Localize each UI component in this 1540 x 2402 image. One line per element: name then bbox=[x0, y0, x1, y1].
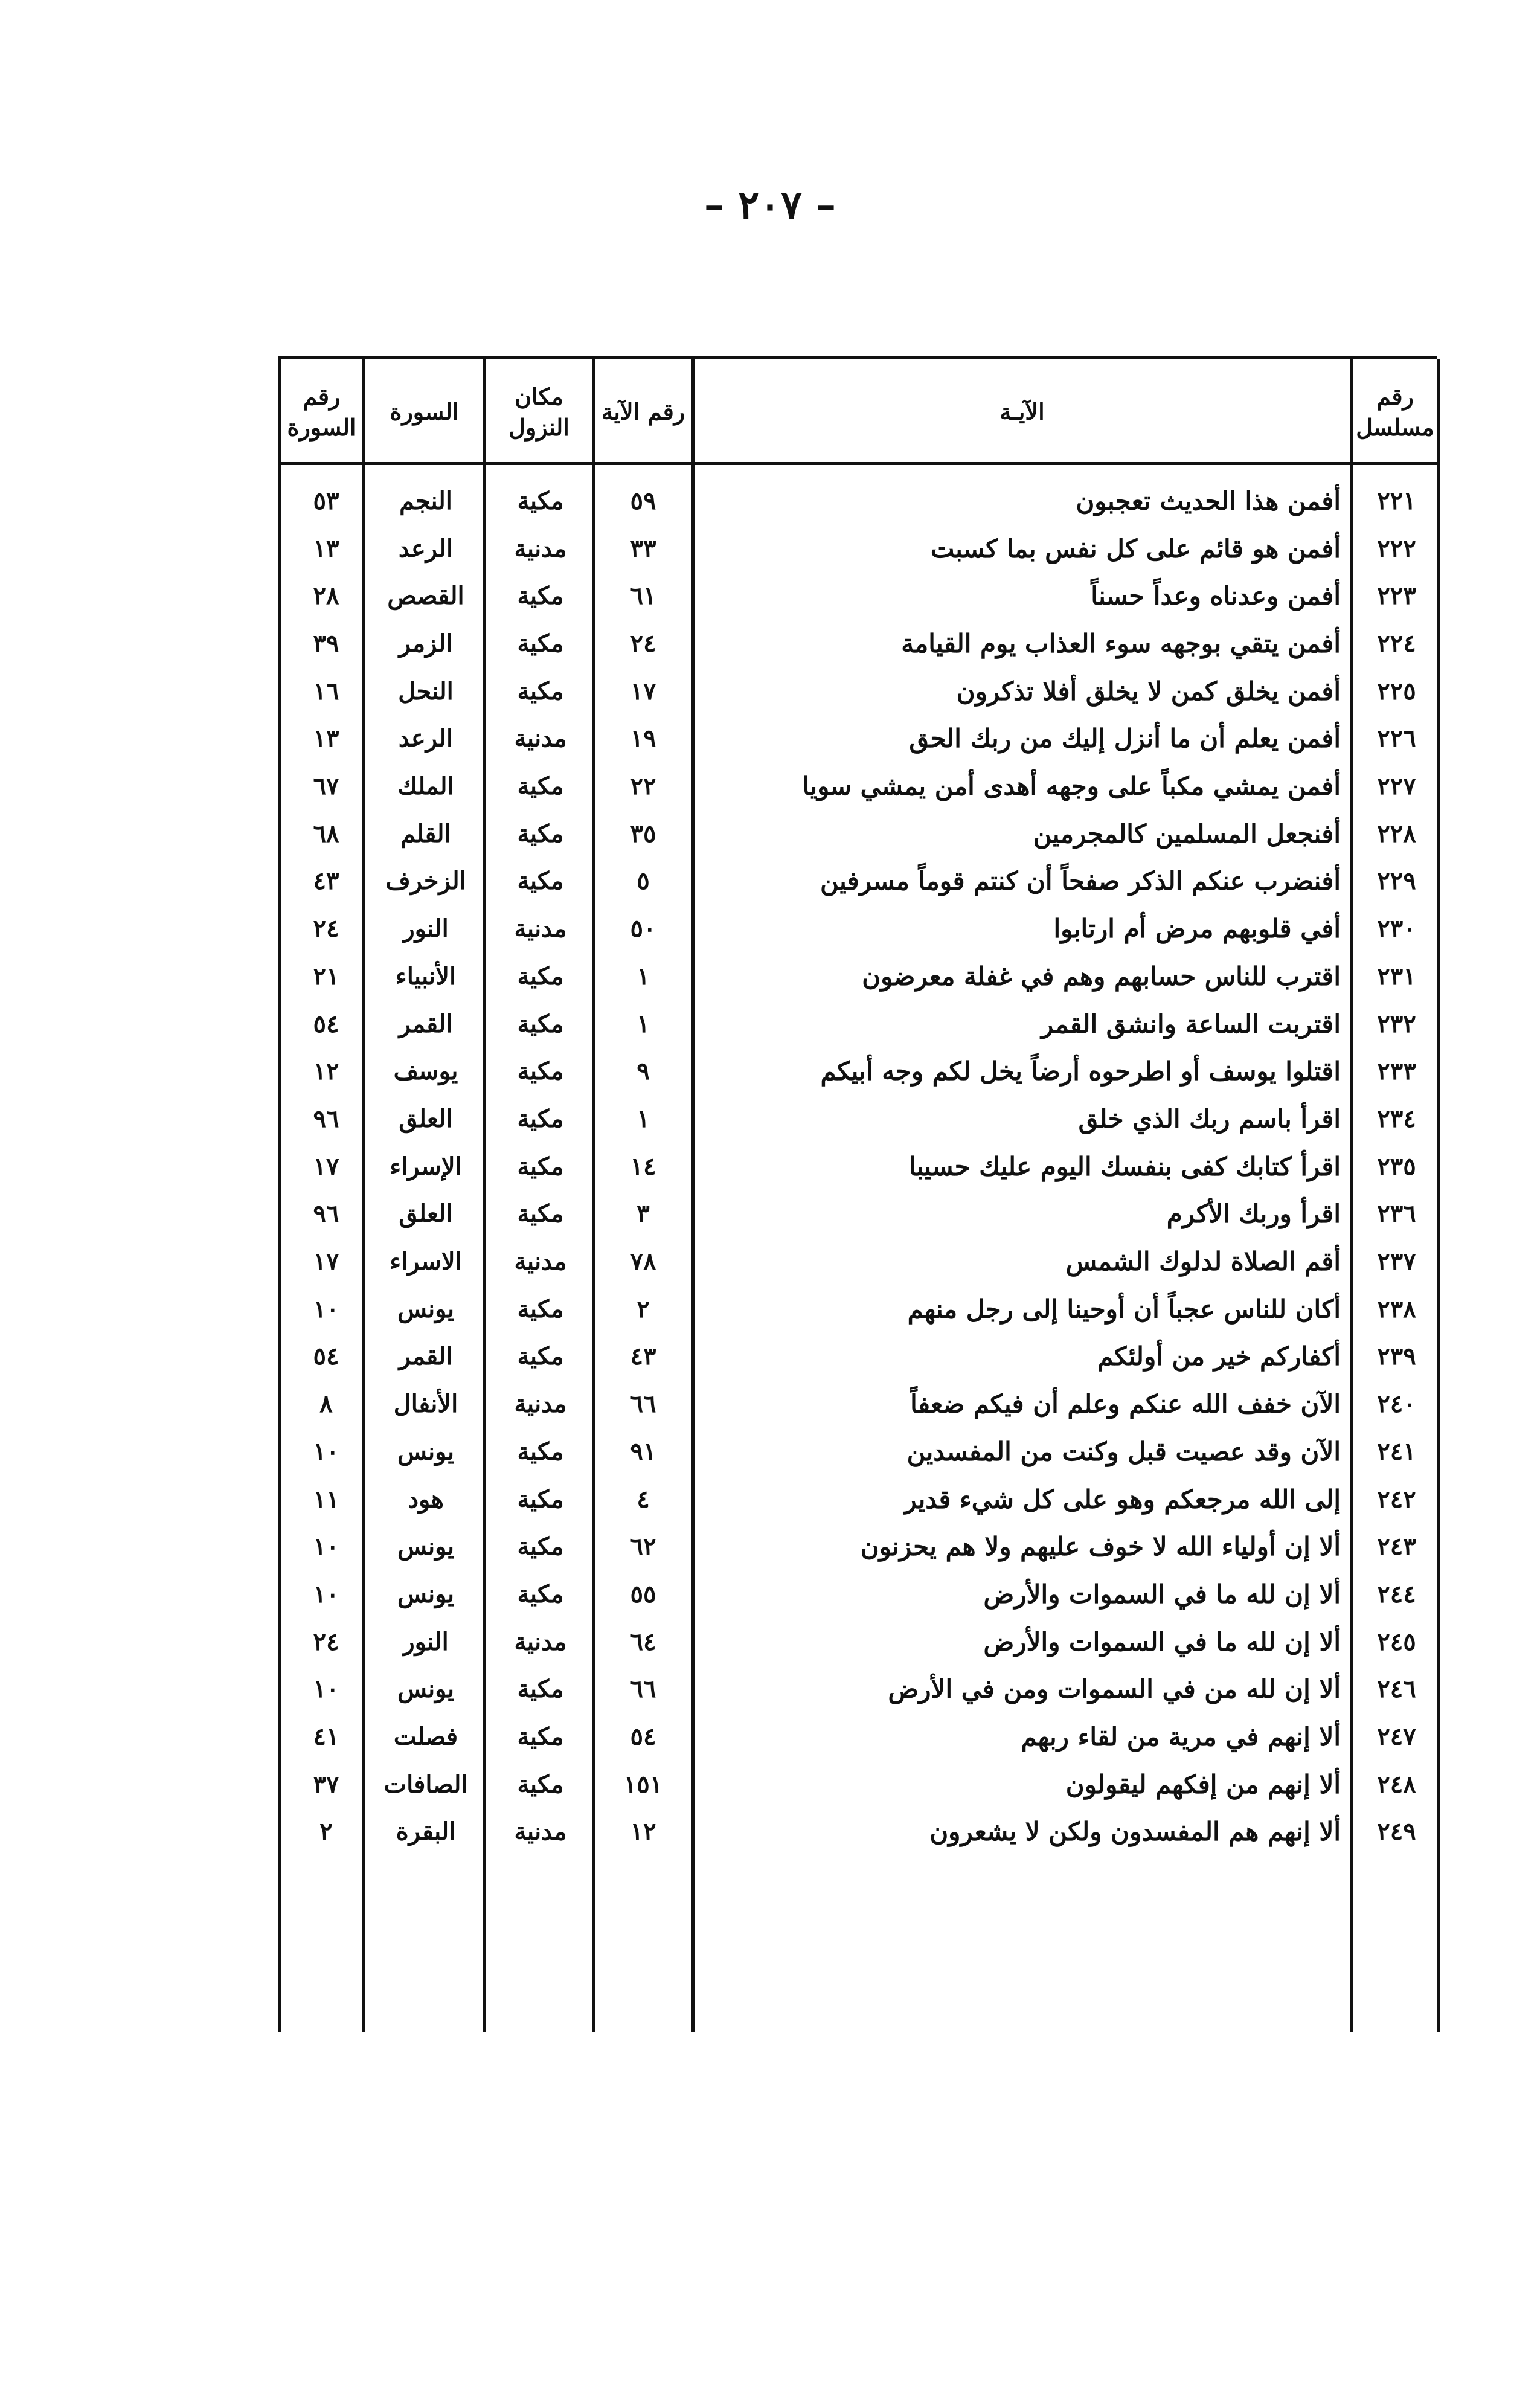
table-row bbox=[278, 715, 1437, 763]
serial-cell: ٢٢٢ bbox=[1377, 534, 1416, 563]
surah-number-cell: ٥٤ bbox=[313, 1009, 339, 1038]
table-row bbox=[278, 1523, 1437, 1570]
surah-cell: العلق bbox=[399, 1104, 453, 1133]
serial-cell: ٢٤٠ bbox=[1377, 1390, 1416, 1419]
table-row bbox=[278, 1808, 1437, 1856]
ayah-cell: أفمن يمشي مكباً على وجهه أهدى أمن يمشي سويا bbox=[802, 771, 1341, 801]
header-ayah: الآيـة bbox=[999, 398, 1045, 426]
ayah-cell: الآن خفف الله عنكم وعلم أن فيكم ضعفاً bbox=[910, 1389, 1341, 1419]
surah-cell: الأنبياء bbox=[395, 962, 457, 991]
place-cell: مكية bbox=[517, 1770, 564, 1799]
serial-cell: ٢٣١ bbox=[1377, 962, 1416, 991]
table-row bbox=[278, 1666, 1437, 1713]
table-row bbox=[278, 1047, 1437, 1095]
serial-cell: ٢٤٦ bbox=[1377, 1675, 1416, 1704]
header-ayah-number: رقم الآية bbox=[601, 398, 685, 426]
ayah-number-cell: ١ bbox=[637, 1104, 650, 1133]
place-cell: مكية bbox=[517, 772, 564, 801]
serial-cell: ٢٤٤ bbox=[1377, 1579, 1416, 1608]
ayah-number-cell: ١٩ bbox=[630, 724, 656, 753]
ayah-number-cell: ١٥١ bbox=[623, 1770, 663, 1799]
ayah-number-cell: ١ bbox=[637, 962, 650, 991]
table-row bbox=[278, 1190, 1437, 1238]
surah-cell: القلم bbox=[400, 819, 451, 848]
page-number: – ٢٠٧ – bbox=[704, 181, 836, 228]
ayah-number-cell: ٤ bbox=[637, 1485, 650, 1514]
surah-cell: الصافات bbox=[383, 1770, 468, 1799]
serial-cell: ٢٤٨ bbox=[1377, 1770, 1416, 1799]
ayah-number-cell: ١٢ bbox=[630, 1817, 656, 1846]
ayah-number-cell: ٦١ bbox=[630, 582, 656, 611]
surah-number-cell: ٢٨ bbox=[313, 582, 339, 611]
ayah-cell: اقترب للناس حسابهم وهم في غفلة معرضون bbox=[862, 961, 1341, 991]
surah-cell: يونس bbox=[397, 1675, 454, 1704]
surah-number-cell: ٣٩ bbox=[313, 629, 339, 658]
table-row bbox=[278, 1333, 1437, 1381]
surah-number-cell: ٥٤ bbox=[313, 1342, 339, 1371]
serial-cell: ٢٣٣ bbox=[1377, 1057, 1416, 1086]
surah-cell: هود bbox=[408, 1485, 444, 1514]
surah-cell: يونس bbox=[397, 1532, 454, 1561]
surah-cell: الاسراء bbox=[390, 1247, 462, 1276]
ayah-number-cell: ٣٥ bbox=[630, 819, 656, 848]
table-row bbox=[278, 858, 1437, 905]
table-row bbox=[278, 525, 1437, 573]
surah-cell: يونس bbox=[397, 1294, 454, 1323]
serial-cell: ٢٣٠ bbox=[1377, 914, 1416, 943]
ayah-number-cell: ٥٩ bbox=[630, 486, 656, 515]
ayah-number-cell: ٤٣ bbox=[630, 1342, 656, 1371]
ayah-cell: أكفاركم خير من أولئكم bbox=[1097, 1341, 1341, 1372]
ayah-cell: أفنجعل المسلمين كالمجرمين bbox=[1033, 818, 1341, 849]
ayah-number-cell: ٢٤ bbox=[630, 629, 656, 658]
place-cell: مكية bbox=[517, 867, 564, 896]
place-cell: مكية bbox=[517, 1294, 564, 1323]
ayah-cell: أفنضرب عنكم الذكر صفحاً أن كنتم قوماً مسرفين bbox=[820, 866, 1341, 896]
header-surah: السورة bbox=[390, 398, 459, 426]
table-row bbox=[278, 1618, 1437, 1666]
ayah-number-cell: ٩ bbox=[637, 1057, 650, 1086]
place-cell: مكية bbox=[517, 1009, 564, 1038]
surah-cell: يونس bbox=[397, 1437, 454, 1466]
ayah-number-cell: ١٤ bbox=[630, 1152, 656, 1181]
surah-number-cell: ٥٣ bbox=[313, 486, 339, 515]
ayah-number-cell: ٩١ bbox=[630, 1437, 656, 1466]
ayah-number-cell: ٢٢ bbox=[630, 772, 656, 801]
surah-number-cell: ٨ bbox=[319, 1390, 333, 1419]
surah-number-cell: ٣٧ bbox=[313, 1770, 339, 1799]
ayah-cell: الآن وقد عصيت قبل وكنت من المفسدين bbox=[906, 1436, 1341, 1466]
surah-number-cell: ١٠ bbox=[313, 1579, 339, 1608]
place-cell: مدنية bbox=[514, 1817, 567, 1846]
surah-cell: القصص bbox=[387, 582, 464, 611]
table-row bbox=[278, 1000, 1437, 1048]
place-cell: مدنية bbox=[514, 724, 567, 753]
header-divider bbox=[278, 462, 1437, 465]
ayah-cell: اقتربت الساعة وانشق القمر bbox=[1041, 1009, 1341, 1039]
place-cell: مكية bbox=[517, 1675, 564, 1704]
surah-cell: يونس bbox=[397, 1579, 454, 1608]
surah-cell: القمر bbox=[399, 1342, 453, 1371]
ayah-number-cell: ٦٢ bbox=[630, 1532, 656, 1561]
ayah-cell: ألا إن لله ما في السموات والأرض bbox=[983, 1579, 1341, 1609]
place-cell: مكية bbox=[517, 1057, 564, 1086]
serial-cell: ٢٣٩ bbox=[1377, 1342, 1416, 1371]
ayah-number-cell: ٥٥ bbox=[630, 1579, 656, 1608]
ayah-number-cell: ٦٦ bbox=[630, 1390, 656, 1419]
place-cell: مكية bbox=[517, 819, 564, 848]
ayah-cell: اقرأ وربك الأكرم bbox=[1166, 1199, 1341, 1229]
table-row bbox=[278, 1761, 1437, 1808]
serial-cell: ٢٤٣ bbox=[1377, 1532, 1416, 1561]
ayah-number-cell: ٢ bbox=[637, 1294, 650, 1323]
surah-number-cell: ٢١ bbox=[313, 962, 339, 991]
serial-cell: ٢٢٦ bbox=[1377, 724, 1416, 753]
ayah-number-cell: ٦٦ bbox=[630, 1675, 656, 1704]
place-cell: مدنية bbox=[514, 1390, 567, 1419]
serial-cell: ٢٤٩ bbox=[1377, 1817, 1416, 1846]
surah-cell: يوسف bbox=[393, 1057, 458, 1086]
surah-cell: النور bbox=[403, 914, 449, 943]
table-row bbox=[278, 905, 1437, 952]
ayah-cell: ألا إن لله ما في السموات والأرض bbox=[983, 1626, 1341, 1657]
ayah-cell: أفمن يعلم أن ما أنزل إليك من ربك الحق bbox=[909, 724, 1341, 754]
ayah-number-cell: ٥ bbox=[637, 867, 650, 896]
serial-cell: ٢٤٢ bbox=[1377, 1485, 1416, 1514]
place-cell: مدنية bbox=[514, 1247, 567, 1276]
place-cell: مكية bbox=[517, 1723, 564, 1752]
table-row bbox=[278, 1713, 1437, 1761]
ayah-number-cell: ٥٠ bbox=[630, 914, 656, 943]
place-cell: مكية bbox=[517, 582, 564, 611]
ayah-cell: أقم الصلاة لدلوك الشمس bbox=[1065, 1247, 1341, 1277]
place-cell: مدنية bbox=[514, 914, 567, 943]
surah-number-cell: ٦٧ bbox=[313, 772, 339, 801]
surah-number-cell: ١٣ bbox=[313, 724, 339, 753]
table-row bbox=[278, 1428, 1437, 1476]
surah-number-cell: ١٦ bbox=[313, 676, 339, 705]
serial-cell: ٢٣٨ bbox=[1377, 1294, 1416, 1323]
table-row bbox=[278, 477, 1437, 525]
ayah-cell: ألا إن لله من في السموات ومن في الأرض bbox=[888, 1674, 1341, 1704]
surah-number-cell: ٦٨ bbox=[313, 819, 339, 848]
surah-number-cell: ١٣ bbox=[313, 534, 339, 563]
table-row bbox=[278, 1380, 1437, 1428]
surah-number-cell: ١٧ bbox=[313, 1247, 339, 1276]
ayah-cell: أفمن هذا الحديث تعجبون bbox=[1076, 486, 1341, 516]
surah-number-cell: ١٠ bbox=[313, 1675, 339, 1704]
serial-cell: ٢٤١ bbox=[1377, 1437, 1416, 1466]
surah-number-cell: ٤١ bbox=[313, 1723, 339, 1752]
place-cell: مدنية bbox=[514, 534, 567, 563]
serial-cell: ٢٣٧ bbox=[1377, 1247, 1416, 1276]
surah-number-cell: ٩٦ bbox=[313, 1104, 339, 1133]
surah-cell: الإسراء bbox=[390, 1152, 462, 1181]
place-cell: مكية bbox=[517, 629, 564, 658]
ayah-cell: أفمن وعدناه وعداً حسناً bbox=[1091, 581, 1341, 611]
table-row bbox=[278, 572, 1437, 620]
serial-cell: ٢٤٧ bbox=[1377, 1723, 1416, 1752]
serial-cell: ٢٣٥ bbox=[1377, 1152, 1416, 1181]
surah-cell: البقرة bbox=[396, 1817, 456, 1846]
table-row bbox=[278, 1095, 1437, 1143]
ayah-number-cell: ٣ bbox=[637, 1199, 650, 1228]
ayah-index-table bbox=[278, 356, 1437, 2032]
place-cell: مكية bbox=[517, 1485, 564, 1514]
surah-number-cell: ١١ bbox=[313, 1485, 339, 1514]
surah-cell: النجم bbox=[399, 486, 452, 515]
place-cell: مكية bbox=[517, 1199, 564, 1228]
serial-cell: ٢٤٥ bbox=[1377, 1627, 1416, 1656]
surah-cell: الرعد bbox=[398, 534, 454, 563]
surah-number-cell: ٩٦ bbox=[313, 1199, 339, 1228]
ayah-cell: اقتلوا يوسف أو اطرحوه أرضاً يخل لكم وجه أبيكم bbox=[820, 1056, 1341, 1087]
surah-cell: القمر bbox=[399, 1009, 453, 1038]
place-cell: مكية bbox=[517, 1342, 564, 1371]
table-row bbox=[278, 810, 1437, 858]
place-cell: مكية bbox=[517, 676, 564, 705]
ayah-cell: أفمن يخلق كمن لا يخلق أفلا تذكرون bbox=[956, 676, 1341, 706]
table-row bbox=[278, 1285, 1437, 1333]
surah-number-cell: ٢ bbox=[319, 1817, 333, 1846]
header-place: مكان النزول bbox=[509, 382, 569, 441]
serial-cell: ٢٣٢ bbox=[1377, 1009, 1416, 1038]
surah-number-cell: ١٠ bbox=[313, 1437, 339, 1466]
surah-cell: الرعد bbox=[398, 724, 454, 753]
ayah-number-cell: ١ bbox=[637, 1009, 650, 1038]
ayah-number-cell: ٣٣ bbox=[630, 534, 656, 563]
surah-number-cell: ٢٤ bbox=[313, 1627, 339, 1656]
surah-number-cell: ١٠ bbox=[313, 1294, 339, 1323]
ayah-cell: أفي قلوبهم مرض أم ارتابوا bbox=[1053, 914, 1341, 944]
table-row bbox=[278, 952, 1437, 1000]
ayah-cell: ألا إنهم في مرية من لقاء ربهم bbox=[1021, 1722, 1341, 1752]
place-cell: مدنية bbox=[514, 1627, 567, 1656]
serial-cell: ٢٣٦ bbox=[1377, 1199, 1416, 1228]
place-cell: مكية bbox=[517, 962, 564, 991]
table-row bbox=[278, 1476, 1437, 1523]
surah-cell: الزمر bbox=[399, 629, 453, 658]
surah-number-cell: ٢٤ bbox=[313, 914, 339, 943]
header-surah-number: رقم السورة bbox=[287, 382, 356, 441]
ayah-cell: أفمن يتقي بوجهه سوء العذاب يوم القيامة bbox=[901, 628, 1341, 658]
ayah-cell: إلى الله مرجعكم وهو على كل شيء قدير bbox=[904, 1484, 1341, 1514]
surah-cell: فصلت bbox=[393, 1723, 458, 1752]
ayah-number-cell: ٧٨ bbox=[630, 1247, 656, 1276]
ayah-cell: ألا إنهم هم المفسدون ولكن لا يشعرون bbox=[929, 1817, 1341, 1847]
surah-number-cell: ١٠ bbox=[313, 1532, 339, 1561]
surah-cell: العلق bbox=[399, 1199, 453, 1228]
surah-cell: الزخرف bbox=[385, 867, 466, 896]
ayah-number-cell: ٥٤ bbox=[630, 1723, 656, 1752]
place-cell: مكية bbox=[517, 1579, 564, 1608]
surah-cell: الملك bbox=[397, 772, 454, 801]
serial-cell: ٢٢٣ bbox=[1377, 582, 1416, 611]
ayah-cell: اقرأ كتابك كفى بنفسك اليوم عليك حسيبا bbox=[908, 1151, 1341, 1181]
serial-cell: ٢٢٨ bbox=[1377, 819, 1416, 848]
place-cell: مكية bbox=[517, 1532, 564, 1561]
surah-number-cell: ١٢ bbox=[313, 1057, 339, 1086]
ayah-number-cell: ٦٤ bbox=[630, 1627, 656, 1656]
header-serial: رقم مسلسل bbox=[1356, 382, 1434, 441]
surah-cell: الأنفال bbox=[393, 1390, 458, 1419]
serial-cell: ٢٢١ bbox=[1377, 486, 1416, 515]
serial-cell: ٢٢٥ bbox=[1377, 676, 1416, 705]
ayah-cell: أكان للناس عجباً أن أوحينا إلى رجل منهم bbox=[907, 1294, 1341, 1324]
ayah-cell: ألا إن أولياء الله لا خوف عليهم ولا هم يحزنون bbox=[860, 1532, 1341, 1562]
serial-cell: ٢٢٩ bbox=[1377, 867, 1416, 896]
table-row bbox=[278, 620, 1437, 667]
table-row bbox=[278, 1238, 1437, 1285]
surah-number-cell: ١٧ bbox=[313, 1152, 339, 1181]
surah-cell: النور bbox=[403, 1627, 449, 1656]
place-cell: مكية bbox=[517, 486, 564, 515]
table-row bbox=[278, 1570, 1437, 1618]
table-row bbox=[278, 1143, 1437, 1190]
table-row bbox=[278, 762, 1437, 810]
serial-cell: ٢٢٤ bbox=[1377, 629, 1416, 658]
place-cell: مكية bbox=[517, 1104, 564, 1133]
place-cell: مكية bbox=[517, 1437, 564, 1466]
table-border-right bbox=[1437, 359, 1440, 2032]
table-row bbox=[278, 667, 1437, 715]
place-cell: مكية bbox=[517, 1152, 564, 1181]
ayah-number-cell: ١٧ bbox=[630, 676, 656, 705]
ayah-cell: اقرأ باسم ربك الذي خلق bbox=[1078, 1103, 1341, 1134]
surah-number-cell: ٤٣ bbox=[313, 867, 339, 896]
serial-cell: ٢٢٧ bbox=[1377, 772, 1416, 801]
ayah-cell: أفمن هو قائم على كل نفس بما كسبت bbox=[930, 533, 1341, 564]
serial-cell: ٢٣٤ bbox=[1377, 1104, 1416, 1133]
ayah-cell: ألا إنهم من إفكهم ليقولون bbox=[1065, 1769, 1341, 1799]
surah-cell: النحل bbox=[398, 676, 454, 705]
